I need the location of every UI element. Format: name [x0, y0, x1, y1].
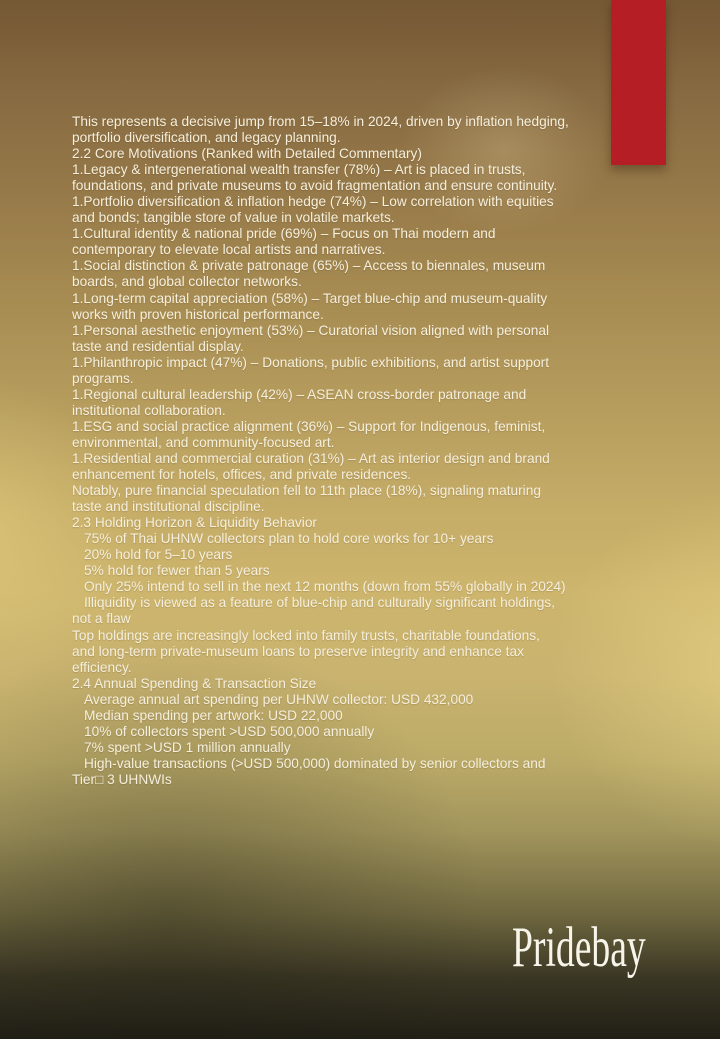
- text-line: taste and residential display.: [72, 338, 244, 354]
- text-line: 1.Social distinction & private patronage (65%) – Access to biennales, museum: [72, 258, 546, 274]
- text-line: 1.Legacy & intergenerational wealth transfer (78%) – Art is placed in trusts,: [72, 162, 526, 178]
- text-line: 5% hold for fewer than 5 years: [84, 563, 270, 579]
- text-line: programs.: [72, 370, 134, 386]
- text-line: enhancement for hotels, offices, and private residences.: [72, 467, 412, 483]
- text-line: 1.Personal aesthetic enjoyment (53%) – Curatorial vision aligned with personal: [72, 322, 550, 338]
- text-line: works with proven historical performance.: [72, 306, 324, 322]
- text-line: foundations, and private museums to avoid fragmentation and ensure continuity.: [72, 178, 558, 194]
- text-line: 1.Regional cultural leadership (42%) – ASEAN cross-border patronage and: [72, 386, 527, 402]
- text-line: efficiency.: [72, 659, 132, 675]
- text-line: and bonds; tangible store of value in volatile markets.: [72, 210, 395, 226]
- text-line: 2.3 Holding Horizon & Liquidity Behavior: [72, 515, 317, 531]
- text-line: 1.Portfolio diversification & inflation hedge (74%) – Low correlation with equities: [72, 194, 554, 210]
- text-line: 2.2 Core Motivations (Ranked with Detailed Commentary): [72, 146, 422, 162]
- text-line: Only 25% intend to sell in the next 12 months (down from 55% globally in 2024): [84, 579, 566, 595]
- text-line: environmental, and community-focused art.: [72, 434, 335, 450]
- text-line: 1.Long-term capital appreciation (58%) – Target blue-chip and museum-quality: [72, 290, 548, 306]
- text-line: High-value transactions (>USD 500,000) dominated by senior collectors and: [84, 755, 546, 771]
- text-line: and long-term private-museum loans to preserve integrity and enhance tax: [72, 643, 524, 659]
- text-line: Tier□ 3 UHNWIs: [72, 771, 172, 787]
- text-line: This represents a decisive jump from 15–18% in 2024, driven by inflation hedging,: [72, 114, 569, 129]
- text-line: 20% hold for 5–10 years: [84, 547, 233, 563]
- report-body-text: [72, 114, 692, 788]
- text-line: taste and institutional discipline.: [72, 499, 265, 515]
- text-line: 1.Philanthropic impact (47%) – Donations, public exhibitions, and artist support: [72, 354, 550, 370]
- text-line: 10% of collectors spent >USD 500,000 annually: [84, 723, 375, 739]
- text-line: not a flaw: [72, 611, 131, 627]
- text-line: Median spending per artwork: USD 22,000: [84, 707, 343, 723]
- text-line: contemporary to elevate local artists and narratives.: [72, 242, 386, 258]
- text-line: 1.Residential and commercial curation (31%) – Art as interior design and brand: [72, 450, 550, 466]
- text-line: 1.ESG and social practice alignment (36%) – Support for Indigenous, feminist,: [72, 418, 546, 434]
- text-line: 75% of Thai UHNW collectors plan to hold core works for 10+ years: [84, 531, 494, 547]
- pridebay-logo: Pridebay: [512, 916, 646, 979]
- text-line: portfolio diversification, and legacy planning.: [72, 130, 341, 146]
- text-line: Illiquidity is viewed as a feature of blue-chip and culturally significant holdings,: [84, 595, 555, 611]
- text-line: Top holdings are increasingly locked into family trusts, charitable foundations,: [72, 627, 540, 643]
- text-line: 1.Cultural identity & national pride (69%) – Focus on Thai modern and: [72, 226, 496, 242]
- text-line: Notably, pure financial speculation fell to 11th place (18%), signaling maturing: [72, 483, 541, 499]
- text-line: 2.4 Annual Spending & Transaction Size: [72, 675, 317, 691]
- text-line: boards, and global collector networks.: [72, 274, 302, 290]
- text-line: 7% spent >USD 1 million annually: [84, 739, 291, 755]
- text-line: Average annual art spending per UHNW collector: USD 432,000: [84, 691, 474, 707]
- text-line: institutional collaboration.: [72, 402, 226, 418]
